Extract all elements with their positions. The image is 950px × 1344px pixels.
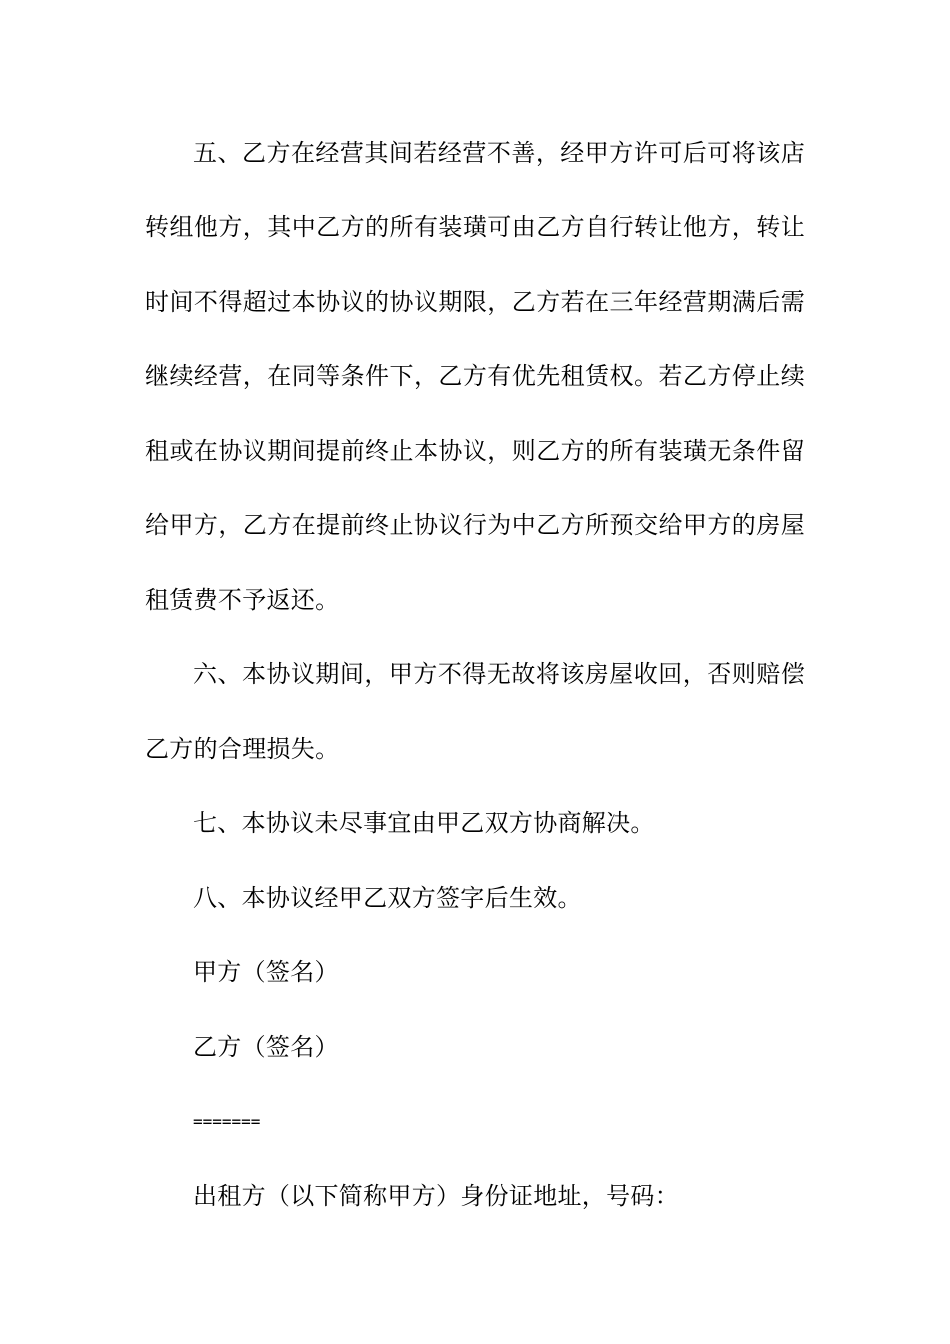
clause-5-line-3: 时间不得超过本协议的协议期限，乙方若在三年经营期满后需 [145,288,805,316]
clause-6-line-2: 乙方的合理损失。 [145,735,340,763]
next-document-first-line: 出租方（以下简称甲方）身份证地址，号码： [193,1182,679,1210]
clause-5-line-4: 继续经营，在同等条件下，乙方有优先租赁权。若乙方停止续 [145,362,805,390]
signature-party-a: 甲方（签名） [193,958,339,986]
section-separator: ======= [193,1112,261,1131]
clause-7: 七、本协议未尽事宜由甲乙双方协商解决。 [193,809,655,837]
clause-5-line-2: 转组他方，其中乙方的所有装璜可由乙方自行转让他方，转让 [145,213,805,241]
signature-party-b: 乙方（签名） [193,1033,339,1061]
clause-5-line-7: 租赁费不予返还。 [145,586,340,614]
clause-8: 八、本协议经甲乙双方签字后生效。 [193,884,582,912]
clause-6-line-1: 六、本协议期间，甲方不得无故将该房屋收回，否则赔偿 [193,660,805,688]
clause-5-line-1: 五、乙方在经营其间若经营不善，经甲方许可后可将该店 [193,139,805,167]
clause-5-line-6: 给甲方，乙方在提前终止协议行为中乙方所预交给甲方的房屋 [145,511,805,539]
clause-5-line-5: 租或在协议期间提前终止本协议，则乙方的所有装璜无条件留 [145,437,805,465]
